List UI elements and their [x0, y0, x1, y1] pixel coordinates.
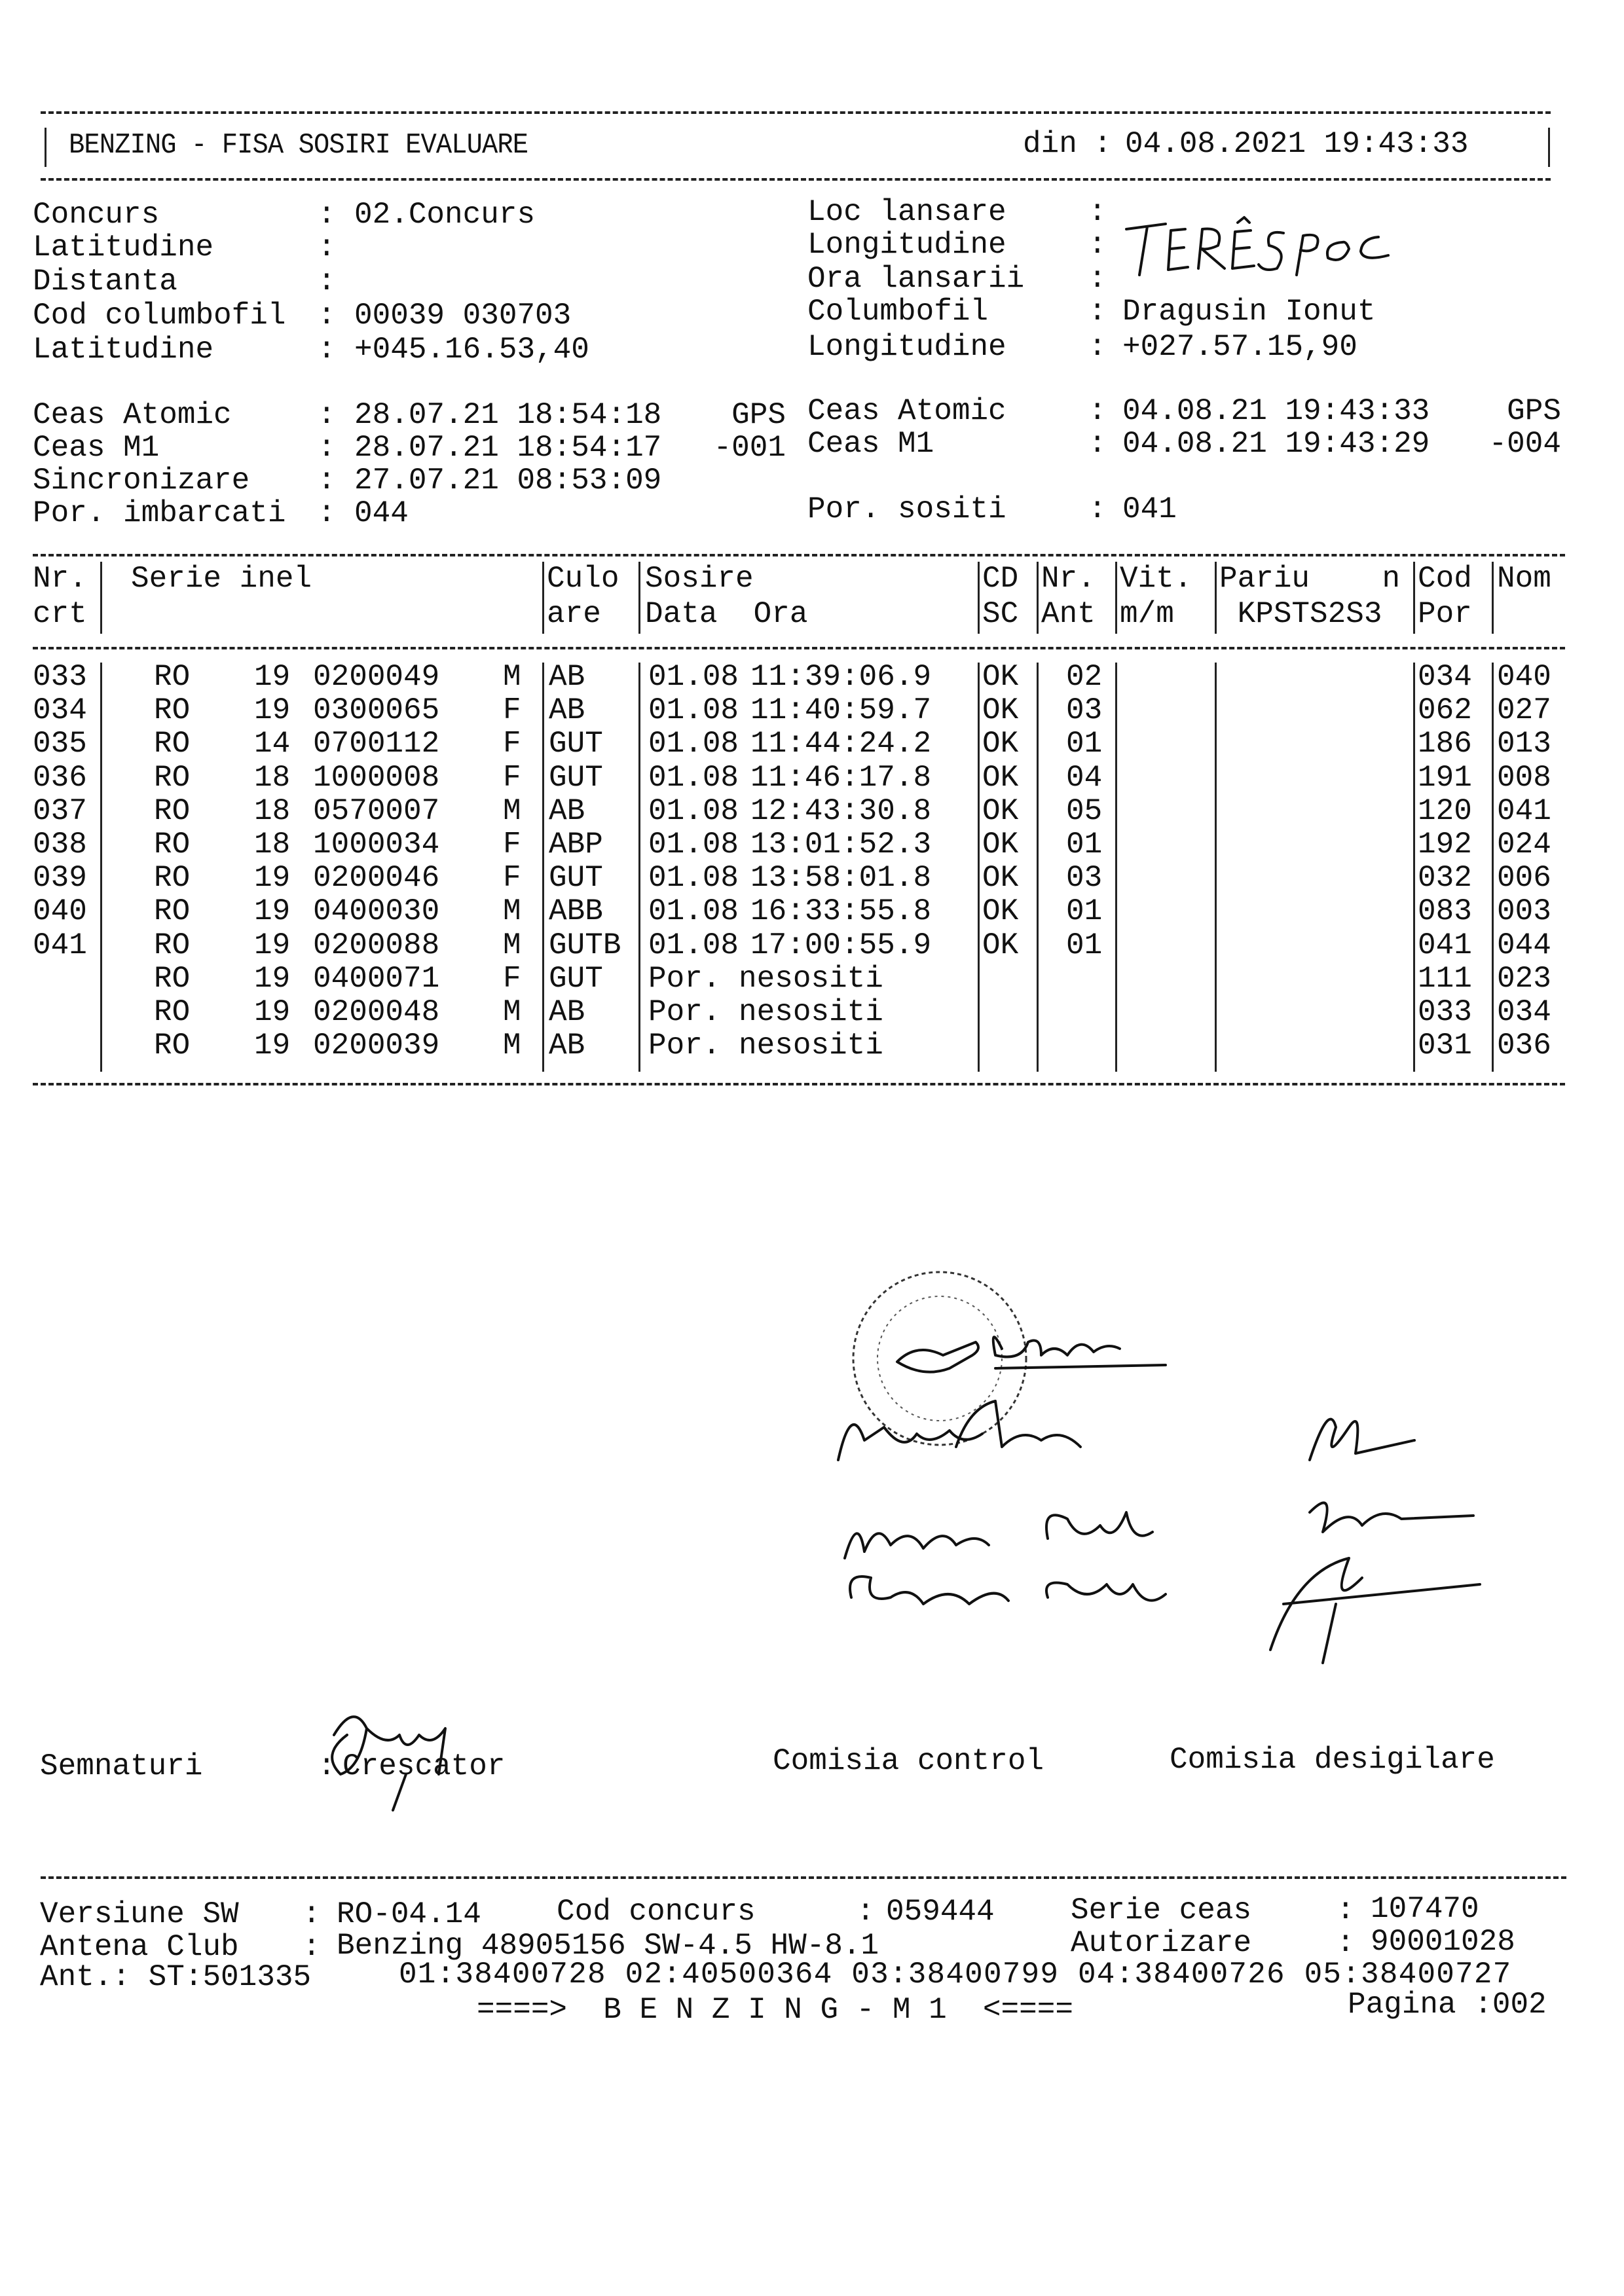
- info-label: Distanta: [33, 264, 177, 299]
- column-divider: [978, 562, 980, 634]
- footer-colon: :: [857, 1895, 875, 1929]
- footer-antena-label: Antena Club: [40, 1930, 239, 1964]
- date-value: 04.08.2021 19:43:33: [1125, 127, 1469, 161]
- cell-ora: 16:33:55.8: [750, 894, 932, 929]
- clock-label: Sincronizare: [33, 464, 250, 498]
- cell-ant: 01: [1066, 727, 1103, 761]
- column-header-cd: CD: [982, 562, 1019, 596]
- cell-serie: 0700112: [313, 727, 440, 761]
- cell-nr: 035: [33, 727, 87, 761]
- cell-serie: 0200048: [313, 995, 440, 1029]
- footer-serie-ceas-value: 107470: [1371, 1892, 1479, 1926]
- column-divider: [638, 663, 640, 1072]
- cell-nr: 034: [33, 693, 87, 728]
- cell-an: 19: [254, 1029, 291, 1063]
- cell-an: 19: [254, 693, 291, 728]
- cell-data: Por. nesositi: [648, 995, 883, 1029]
- cell-an: 18: [254, 828, 291, 862]
- info-label: Cod columbofil: [33, 299, 286, 333]
- cell-sex: F: [503, 861, 521, 896]
- cell-cod: 062: [1418, 693, 1472, 728]
- footer-antena-value: Benzing 48905156 SW-4.5 HW-8.1: [337, 1929, 879, 1963]
- cell-an: 18: [254, 793, 291, 828]
- footer-colon: :: [303, 1897, 321, 1931]
- cell-cd: OK: [982, 828, 1019, 862]
- table-bottom-rule: [33, 1083, 1565, 1085]
- cell-an: 19: [254, 928, 291, 962]
- cell-cod: 111: [1418, 961, 1472, 996]
- cell-sex: M: [503, 995, 521, 1029]
- cell-cd: OK: [982, 928, 1019, 962]
- cell-data: 01.08: [648, 894, 739, 929]
- cell-nom: 040: [1497, 660, 1551, 694]
- signature-comisia-control-label: Comisia control: [773, 1744, 1044, 1778]
- column-header-vit: Vit.: [1120, 562, 1192, 596]
- cell-tara: RO: [154, 693, 191, 728]
- cell-sex: F: [503, 961, 521, 996]
- column-header-nr: Nr.: [33, 562, 87, 596]
- cell-an: 19: [254, 894, 291, 929]
- cell-ant: 05: [1066, 793, 1103, 828]
- cell-sex: M: [503, 660, 521, 694]
- handwritten-release-place: [1120, 210, 1421, 291]
- cell-tara: RO: [154, 1029, 191, 1063]
- column-header-serie: Serie inel: [131, 562, 312, 596]
- cell-data: 01.08: [648, 928, 739, 962]
- cell-cd: OK: [982, 894, 1019, 929]
- cell-cd: OK: [982, 727, 1019, 761]
- cell-sex: F: [503, 727, 521, 761]
- info-colon: :: [1088, 228, 1107, 262]
- clock-label: Ceas Atomic: [807, 394, 1006, 428]
- clock-colon: :: [318, 398, 336, 432]
- cell-nom: 024: [1497, 828, 1551, 862]
- cell-ora: 11:40:59.7: [750, 693, 932, 728]
- cell-an: 19: [254, 995, 291, 1029]
- cell-culoare: AB: [549, 660, 585, 694]
- cell-culoare: GUT: [549, 961, 603, 996]
- cell-nr: 033: [33, 660, 87, 694]
- cell-culoare: AB: [549, 793, 585, 828]
- cell-serie: 0400071: [313, 961, 440, 996]
- cell-tara: RO: [154, 760, 191, 795]
- table-top-rule: [33, 554, 1565, 556]
- column-header-nr: crt: [33, 597, 87, 631]
- cell-culoare: GUT: [549, 861, 603, 896]
- cell-culoare: ABP: [549, 828, 603, 862]
- cell-data: Por. nesositi: [648, 961, 883, 996]
- clock-value: 04.08.21 19:43:29: [1122, 427, 1430, 461]
- cell-data: 01.08: [648, 727, 739, 761]
- cell-an: 19: [254, 660, 291, 694]
- clock-value: 04.08.21 19:43:33: [1122, 394, 1430, 428]
- header-top-rule: [41, 111, 1551, 114]
- cell-ora: 12:43:30.8: [750, 793, 932, 828]
- cell-data: 01.08: [648, 660, 739, 694]
- info-value: Dragusin Ionut: [1122, 295, 1376, 329]
- cell-sex: M: [503, 793, 521, 828]
- cell-ora: 11:44:24.2: [750, 727, 932, 761]
- cell-nr: 036: [33, 760, 87, 795]
- cell-culoare: GUT: [549, 727, 603, 761]
- column-divider: [100, 562, 102, 634]
- column-header-cod: Por: [1418, 597, 1472, 631]
- signatures-label: Semnaturi: [40, 1749, 203, 1783]
- clock-value: 28.07.21 18:54:18: [354, 398, 662, 432]
- cell-nom: 034: [1497, 995, 1551, 1029]
- column-divider: [1115, 562, 1117, 634]
- header-right-border: [1548, 128, 1550, 167]
- cell-data: 01.08: [648, 760, 739, 795]
- cell-an: 19: [254, 961, 291, 996]
- info-label: Concurs: [33, 198, 160, 232]
- cell-tara: RO: [154, 660, 191, 694]
- signature-comisia-desigilare-label: Comisia desigilare: [1170, 1743, 1495, 1777]
- cell-data: 01.08: [648, 861, 739, 896]
- cell-ora: 17:00:55.9: [750, 928, 932, 962]
- cell-ora: 11:46:17.8: [750, 760, 932, 795]
- cell-tara: RO: [154, 995, 191, 1029]
- footer-colon: :: [1337, 1893, 1355, 1927]
- clock-suffix: GPS: [1507, 394, 1561, 428]
- clock-colon: :: [318, 431, 336, 465]
- cell-nom: 013: [1497, 727, 1551, 761]
- footer-rule: [41, 1876, 1566, 1879]
- cell-sex: M: [503, 894, 521, 929]
- column-header-vit: m/m: [1120, 597, 1174, 631]
- clock-colon: :: [1088, 427, 1107, 461]
- table-header-rule: [33, 647, 1565, 649]
- clock-colon: :: [1088, 492, 1107, 526]
- footer-autorizare-label: Autorizare: [1071, 1926, 1252, 1960]
- cell-sex: F: [503, 828, 521, 862]
- cell-culoare: ABB: [549, 894, 603, 929]
- info-value: +027.57.15,90: [1122, 330, 1357, 364]
- cell-nr: 037: [33, 793, 87, 828]
- cell-cod: 041: [1418, 928, 1472, 962]
- header-left-border: [45, 128, 46, 167]
- cell-cod: 120: [1418, 793, 1472, 828]
- signatures-colon: :: [318, 1749, 336, 1783]
- clock-colon: :: [318, 464, 336, 498]
- clock-colon: :: [318, 496, 336, 530]
- clock-value: 28.07.21 18:54:17: [354, 431, 662, 465]
- column-header-pariu: KPSTS2S3: [1219, 597, 1382, 631]
- cell-cod: 032: [1418, 861, 1472, 896]
- cell-nr: 038: [33, 828, 87, 862]
- cell-cd: OK: [982, 693, 1019, 728]
- cell-sex: M: [503, 928, 521, 962]
- cell-data: 01.08: [648, 828, 739, 862]
- column-header-nom: Nom: [1497, 562, 1551, 596]
- info-label: Columbofil: [807, 295, 989, 329]
- footer-autorizare-value: 90001028: [1371, 1925, 1515, 1959]
- cell-cd: OK: [982, 660, 1019, 694]
- cell-ora: 13:01:52.3: [750, 828, 932, 862]
- cell-ant: 01: [1066, 894, 1103, 929]
- column-header-cod: Cod: [1418, 562, 1472, 596]
- column-divider: [1037, 663, 1039, 1072]
- cell-tara: RO: [154, 828, 191, 862]
- cell-sex: M: [503, 1029, 521, 1063]
- cell-tara: RO: [154, 894, 191, 929]
- cell-cod: 186: [1418, 727, 1472, 761]
- cell-nom: 008: [1497, 760, 1551, 795]
- column-divider: [1413, 562, 1415, 634]
- cell-serie: 0200049: [313, 660, 440, 694]
- cell-tara: RO: [154, 961, 191, 996]
- clock-label: Ceas M1: [33, 431, 160, 465]
- info-label: Ora lansarii: [807, 262, 1025, 296]
- cell-serie: 0300065: [313, 693, 440, 728]
- cell-serie: 0200088: [313, 928, 440, 962]
- cell-ora: 11:39:06.9: [750, 660, 932, 694]
- column-divider: [638, 562, 640, 634]
- column-divider: [1413, 663, 1415, 1072]
- signature-crescator-label: Crescator: [342, 1749, 506, 1783]
- cell-serie: 1000034: [313, 828, 440, 862]
- column-header-pariu: Pariu n: [1219, 562, 1401, 596]
- cell-cod: 192: [1418, 828, 1472, 862]
- column-header-sosire: Sosire: [645, 562, 754, 596]
- cell-serie: 0570007: [313, 793, 440, 828]
- cell-serie: 0400030: [313, 894, 440, 929]
- cell-tara: RO: [154, 861, 191, 896]
- info-label: Loc lansare: [807, 195, 1006, 229]
- cell-nr: 039: [33, 861, 87, 896]
- info-label: Latitudine: [33, 230, 214, 264]
- cell-nom: 036: [1497, 1029, 1551, 1063]
- column-divider: [1492, 562, 1494, 634]
- document-title: BENZING - FISA SOSIRI EVALUARE: [69, 129, 528, 162]
- cell-nr: 040: [33, 894, 87, 929]
- cell-nom: 006: [1497, 861, 1551, 896]
- info-value: 02.Concurs: [354, 198, 536, 232]
- footer-banner: ====> B E N Z I N G - M 1 <====: [477, 1993, 1073, 2027]
- footer-versiune-value: RO-04.14: [337, 1897, 481, 1931]
- clock-label: Ceas M1: [807, 427, 934, 461]
- cell-tara: RO: [154, 793, 191, 828]
- cell-cd: OK: [982, 793, 1019, 828]
- cell-data: Por. nesositi: [648, 1029, 883, 1063]
- info-label: Longitudine: [807, 228, 1006, 262]
- footer-serie-ceas-label: Serie ceas: [1071, 1893, 1252, 1927]
- cell-nom: 044: [1497, 928, 1551, 962]
- clock-value: 044: [354, 496, 409, 530]
- clock-value: 041: [1122, 492, 1177, 526]
- cell-cod: 191: [1418, 760, 1472, 795]
- column-divider: [100, 663, 102, 1072]
- cell-culoare: AB: [549, 693, 585, 728]
- info-value: +045.16.53,40: [354, 333, 589, 367]
- cell-serie: 1000008: [313, 760, 440, 795]
- cell-nr: 041: [33, 928, 87, 962]
- clock-suffix: GPS: [731, 398, 786, 432]
- cell-ant: 03: [1066, 861, 1103, 896]
- cell-nom: 027: [1497, 693, 1551, 728]
- column-divider: [1115, 663, 1117, 1072]
- cell-nom: 041: [1497, 793, 1551, 828]
- cell-serie: 0200046: [313, 861, 440, 896]
- info-colon: :: [1088, 295, 1107, 329]
- info-colon: :: [1088, 262, 1107, 296]
- column-divider: [1215, 562, 1217, 634]
- column-divider: [1037, 562, 1039, 634]
- footer-cod-concurs-value: 059444: [886, 1895, 995, 1929]
- info-colon: :: [1088, 195, 1107, 229]
- clock-value: 27.07.21 08:53:09: [354, 464, 662, 498]
- footer-ant-label: Ant.: ST:501335: [40, 1960, 312, 1994]
- info-label: Latitudine: [33, 333, 214, 367]
- cell-an: 19: [254, 861, 291, 896]
- info-colon: :: [1088, 330, 1107, 364]
- info-value: 00039 030703: [354, 299, 572, 333]
- column-divider: [978, 663, 980, 1072]
- cell-ant: 04: [1066, 760, 1103, 795]
- cell-ant: 01: [1066, 928, 1103, 962]
- column-divider: [542, 562, 544, 634]
- cell-sex: F: [503, 693, 521, 728]
- cell-an: 18: [254, 760, 291, 795]
- clock-label: Ceas Atomic: [33, 398, 232, 432]
- cell-culoare: GUT: [549, 760, 603, 795]
- commission-signatures: [825, 1296, 1493, 1679]
- column-header-culoare: are: [547, 597, 601, 631]
- footer-antennas: 01:38400728 02:40500364 03:38400799 04:38400726 05:38400727: [399, 1958, 1512, 1992]
- clock-label: Por. sositi: [807, 492, 1006, 526]
- cell-data: 01.08: [648, 793, 739, 828]
- footer-colon: :: [303, 1930, 321, 1964]
- column-header-cd: SC: [982, 597, 1019, 631]
- column-divider: [1215, 663, 1217, 1072]
- column-header-ant: Ant: [1041, 597, 1096, 631]
- info-colon: :: [318, 264, 336, 299]
- cell-cod: 083: [1418, 894, 1472, 929]
- footer-page-number: Pagina :002: [1348, 1988, 1547, 2022]
- cell-cod: 031: [1418, 1029, 1472, 1063]
- info-label: Longitudine: [807, 330, 1006, 364]
- clock-suffix: -004: [1488, 427, 1561, 461]
- footer-versiune-label: Versiune SW: [40, 1897, 239, 1931]
- info-colon: :: [318, 198, 336, 232]
- date-label: din: [1023, 127, 1077, 161]
- column-header-sosire: Data Ora: [645, 597, 808, 631]
- info-colon: :: [318, 230, 336, 264]
- cell-culoare: GUTB: [549, 928, 621, 962]
- cell-ant: 02: [1066, 660, 1103, 694]
- cell-ora: 13:58:01.8: [750, 861, 932, 896]
- cell-ant: 01: [1066, 828, 1103, 862]
- header-bottom-rule: [41, 178, 1551, 181]
- cell-cod: 033: [1418, 995, 1472, 1029]
- info-colon: :: [318, 299, 336, 333]
- clock-label: Por. imbarcati: [33, 496, 286, 530]
- footer-colon: :: [1337, 1926, 1355, 1960]
- clock-suffix: -001: [713, 431, 786, 465]
- cell-sex: F: [503, 760, 521, 795]
- date-colon: :: [1094, 127, 1112, 161]
- cell-tara: RO: [154, 727, 191, 761]
- cell-an: 14: [254, 727, 291, 761]
- cell-cd: OK: [982, 861, 1019, 896]
- cell-nom: 003: [1497, 894, 1551, 929]
- cell-serie: 0200039: [313, 1029, 440, 1063]
- info-colon: :: [318, 333, 336, 367]
- clock-colon: :: [1088, 394, 1107, 428]
- cell-data: 01.08: [648, 693, 739, 728]
- cell-cod: 034: [1418, 660, 1472, 694]
- column-divider: [1492, 663, 1494, 1072]
- column-header-culoare: Culo: [547, 562, 619, 596]
- column-header-ant: Nr.: [1041, 562, 1096, 596]
- cell-cd: OK: [982, 760, 1019, 795]
- cell-ant: 03: [1066, 693, 1103, 728]
- cell-nom: 023: [1497, 961, 1551, 996]
- footer-cod-concurs-label: Cod concurs: [557, 1895, 756, 1929]
- cell-culoare: AB: [549, 1029, 585, 1063]
- cell-tara: RO: [154, 928, 191, 962]
- column-divider: [542, 663, 544, 1072]
- cell-culoare: AB: [549, 995, 585, 1029]
